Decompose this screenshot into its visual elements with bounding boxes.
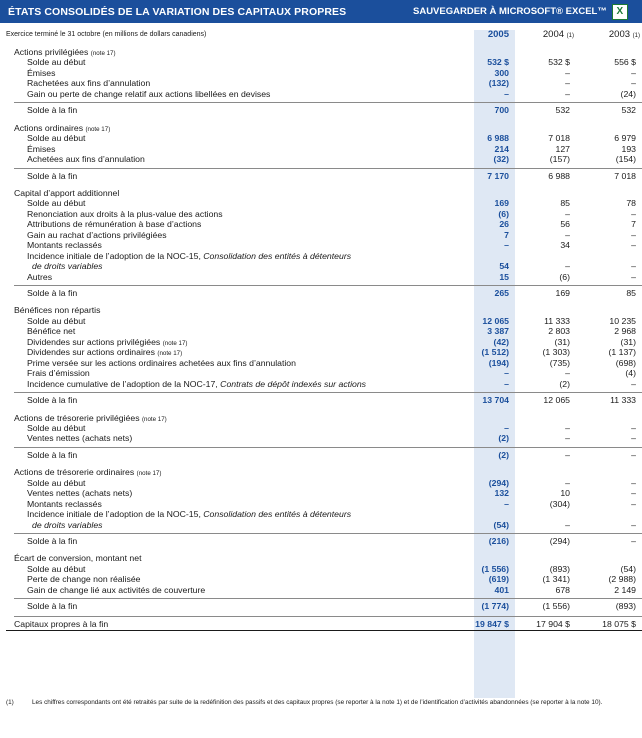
- value-2003: 6 979: [614, 133, 636, 144]
- subtotal-row: [0, 288, 642, 298]
- value-2004: 17 904 $: [536, 618, 570, 629]
- row-label-text: de droits variables: [32, 519, 103, 530]
- row-label-text: Gain de change lié aux activités de couverture: [27, 584, 206, 595]
- row-label-text: Renonciation aux droits à la plus-value des actions: [27, 208, 223, 219]
- table-row: [0, 154, 642, 164]
- value-2005: 401: [494, 584, 509, 595]
- table-row: [0, 499, 642, 509]
- row-label: [27, 154, 145, 164]
- value-2003: (698): [615, 357, 636, 368]
- row-label-text: Émises: [27, 67, 56, 78]
- row-label: [27, 358, 296, 368]
- row-label: [27, 198, 85, 208]
- value-2004: –: [565, 433, 570, 444]
- row-label-text: Dividendes sur actions ordinaires: [27, 347, 155, 358]
- footnote-marker: (1): [6, 699, 14, 706]
- value-2004: 11 333: [544, 315, 570, 326]
- value-2005: 6 988: [487, 133, 509, 144]
- row-label: [27, 423, 85, 433]
- section-heading-row: [0, 123, 642, 133]
- value-2003: 2 149: [614, 584, 636, 595]
- row-label-text: Actions de trésorerie privilégiées: [14, 412, 140, 423]
- separator-line: [14, 598, 642, 599]
- row-note-reference: (note 17): [85, 125, 111, 133]
- value-2004: –: [565, 422, 570, 433]
- row-label-text: Solde à la fin: [27, 536, 78, 546]
- row-label-text: Actions privilégiées: [14, 47, 89, 57]
- row-label-text: Dividendes sur actions privilégiées: [27, 336, 161, 347]
- row-label: [27, 133, 85, 143]
- value-2003: –: [631, 78, 636, 89]
- row-note-reference: (note 17): [136, 470, 162, 478]
- row-note-reference: (note 17): [141, 415, 167, 423]
- subtotal-row: [0, 450, 642, 460]
- row-label: [27, 585, 205, 595]
- value-2004: –: [565, 88, 570, 99]
- value-2003: –: [631, 422, 636, 433]
- row-label-italic: Consolidation des entités à détenteurs: [203, 250, 352, 261]
- row-label-text: Bénéfice net: [27, 326, 76, 337]
- value-2005: 19 847 $: [475, 618, 509, 629]
- row-label-text: Solde à la fin: [27, 449, 78, 460]
- value-2005: 7: [504, 229, 509, 240]
- value-2004: –: [565, 78, 570, 89]
- column-header-2003-year: 2003: [608, 29, 631, 40]
- value-2005: (42): [493, 336, 509, 347]
- row-label: [27, 488, 132, 498]
- value-2003: (1 137): [608, 347, 636, 358]
- row-label: [27, 395, 77, 405]
- column-header-2004-note: (1): [566, 33, 574, 39]
- value-2004: 127: [555, 143, 570, 154]
- table-row: [0, 509, 642, 519]
- value-2004: –: [565, 519, 570, 530]
- value-2003: –: [631, 449, 636, 460]
- row-label: [27, 105, 77, 115]
- row-label: [27, 57, 85, 67]
- row-label: [27, 219, 201, 229]
- row-label-text: Capital d’apport additionnel: [14, 187, 120, 198]
- value-2004: (294): [549, 536, 570, 546]
- value-2003: (2 988): [608, 574, 636, 585]
- value-2005: 300: [494, 67, 509, 78]
- row-label: [27, 368, 90, 378]
- row-label: [27, 78, 150, 88]
- table-row: [0, 379, 642, 389]
- row-label: [32, 261, 103, 271]
- row-label: [14, 553, 142, 563]
- row-label-text: Actions de trésorerie ordinaires: [14, 467, 135, 478]
- value-2005: 169: [494, 198, 509, 209]
- value-2003: –: [631, 488, 636, 499]
- table-row: [0, 488, 642, 498]
- excel-icon[interactable]: X: [612, 4, 628, 20]
- separator-line: [14, 285, 642, 286]
- value-2005: –: [504, 378, 509, 389]
- row-label-text: Bénéfices non répartis: [14, 305, 101, 316]
- value-2003: 193: [621, 143, 636, 154]
- subtotal-row: [0, 601, 642, 611]
- value-2004: –: [565, 208, 570, 219]
- row-label-text: Rachetées aux fins d’annulation: [27, 78, 151, 89]
- value-2005: 3 387: [487, 326, 509, 337]
- value-2005: (32): [493, 154, 509, 165]
- value-2004: 7 018: [548, 133, 570, 144]
- value-2004: (304): [549, 498, 570, 509]
- section-heading-row: [0, 413, 642, 423]
- table-row: [0, 89, 642, 99]
- table-row: [0, 261, 642, 271]
- row-label: [14, 305, 100, 315]
- value-2004: 34: [560, 240, 570, 251]
- value-2004: –: [565, 368, 570, 379]
- value-2003: 10 235: [609, 315, 636, 326]
- table-row: [0, 347, 642, 357]
- table-row: [0, 133, 642, 143]
- value-2003: –: [631, 67, 636, 78]
- column-header-2003: [609, 29, 640, 40]
- value-2005: 7 170: [487, 170, 509, 181]
- row-label-text: Prime versée sur les actions ordinaires achetées aux fins d’annulation: [27, 357, 296, 368]
- row-label-text: Autres: [27, 271, 53, 282]
- value-2004: –: [565, 477, 570, 488]
- row-label-text: Solde au début: [27, 477, 86, 488]
- table-row: [0, 520, 642, 530]
- table-row: [0, 368, 642, 378]
- section-heading-row: [0, 553, 642, 563]
- value-2003: (24): [620, 88, 636, 99]
- row-label: [27, 574, 141, 584]
- value-2005: (6): [498, 208, 509, 219]
- row-label: [27, 433, 132, 443]
- row-note-reference: (note 17): [162, 339, 188, 347]
- table-row: [0, 316, 642, 326]
- statement-title: ÉTATS CONSOLIDÉS DE LA VARIATION DES CAPITAUX PROPRES: [8, 6, 347, 18]
- value-2005: (619): [488, 574, 509, 585]
- value-2003: –: [631, 498, 636, 509]
- row-label-text: Achetées aux fins d’annulation: [27, 154, 145, 165]
- row-label-text: Montants reclassés: [27, 498, 102, 509]
- row-label: [27, 326, 75, 336]
- row-label-text: Solde à la fin: [27, 170, 78, 181]
- excel-download-link[interactable]: [413, 4, 628, 19]
- value-2003: –: [631, 261, 636, 272]
- footnote-text: Les chiffres correspondants ont été retraités par suite de la redéfinition des passifs et des capitaux propres (se reporter à la note 1) et de l’identification d’activités abandonnées (se reporter à la note 10).: [32, 699, 603, 706]
- row-label: [27, 478, 85, 488]
- row-note-reference: (note 17): [90, 50, 116, 57]
- row-label-text: Solde à la fin: [27, 395, 78, 406]
- footnote: [6, 698, 636, 707]
- section-heading-row: [0, 305, 642, 315]
- table-row: [0, 585, 642, 595]
- value-2004: –: [565, 229, 570, 240]
- row-label: [27, 230, 167, 240]
- row-label: [32, 520, 103, 530]
- value-2005: –: [504, 422, 509, 433]
- row-label-text: Incidence initiale de l’adoption de la NOC-15,: [27, 509, 204, 520]
- column-header-row: [0, 28, 642, 40]
- row-label-text: Ventes nettes (achats nets): [27, 488, 133, 499]
- value-2003: –: [631, 477, 636, 488]
- value-2005: (2): [498, 449, 509, 460]
- row-label-text: Solde à la fin: [27, 288, 78, 298]
- column-header-2004: [543, 29, 574, 40]
- value-2004: 678: [555, 584, 570, 595]
- row-label-text: Perte de change non réalisée: [27, 574, 141, 585]
- row-label: [27, 499, 102, 509]
- row-label: [27, 68, 55, 78]
- table-row: [0, 337, 642, 347]
- separator-line: [14, 168, 642, 169]
- row-label: [27, 171, 77, 181]
- value-2005: –: [504, 88, 509, 99]
- value-2004: (157): [549, 154, 570, 165]
- table-row: [0, 326, 642, 336]
- value-2004: –: [565, 67, 570, 78]
- row-label-text: Incidence initiale de l’adoption de la NOC-15,: [27, 250, 204, 261]
- row-label: [14, 619, 108, 629]
- value-2004: (6): [559, 271, 570, 282]
- value-2004: 85: [560, 198, 570, 209]
- value-2004: 12 065: [543, 395, 570, 406]
- value-2003: –: [631, 536, 636, 546]
- value-2005: 214: [494, 143, 509, 154]
- value-2004: 532: [555, 105, 570, 116]
- row-label: [27, 272, 52, 282]
- separator-line: [14, 616, 642, 617]
- table-row: [0, 423, 642, 433]
- table-row: [0, 198, 642, 208]
- bottom-rule: [6, 630, 642, 631]
- value-2004: (1 341): [542, 574, 570, 585]
- column-header-2003-note: (1): [632, 33, 640, 39]
- row-label: [27, 509, 351, 519]
- value-2004: 6 988: [548, 170, 570, 181]
- separator-line: [14, 102, 642, 103]
- row-label: [27, 89, 270, 99]
- table-row: [0, 57, 642, 67]
- value-2003: 2 968: [614, 326, 636, 337]
- table-row: [0, 209, 642, 219]
- value-2003: 78: [626, 198, 636, 209]
- value-2003: 18 075 $: [602, 618, 636, 629]
- row-label: [14, 188, 119, 198]
- row-label-text: Montants reclassés: [27, 240, 102, 251]
- value-2003: 7: [631, 219, 636, 230]
- section-heading-row: [0, 47, 642, 57]
- row-label: [27, 209, 223, 219]
- column-header-2005: 2005: [487, 29, 509, 40]
- row-label: [27, 564, 85, 574]
- table-row: [0, 240, 642, 250]
- value-2005: (1 512): [481, 347, 509, 358]
- value-2003: 7 018: [614, 170, 636, 181]
- table-row: [0, 144, 642, 154]
- grand-total-row: [0, 619, 642, 629]
- section-heading-row: [0, 188, 642, 198]
- value-2005: 26: [499, 219, 509, 230]
- statement-header-bar: [0, 0, 642, 23]
- value-2003: (154): [615, 154, 636, 165]
- value-2005: (1 774): [481, 601, 509, 612]
- row-label: [27, 144, 55, 154]
- value-2003: 11 333: [610, 395, 636, 406]
- table-row: [0, 574, 642, 584]
- row-label-text: Incidence cumulative de l’adoption de la NOC-17,: [27, 378, 221, 389]
- row-label: [27, 251, 351, 261]
- value-2005: (1 556): [481, 563, 509, 574]
- value-2005: –: [504, 498, 509, 509]
- value-2003: –: [631, 240, 636, 251]
- subtotal-row: [0, 536, 642, 546]
- value-2005: 13 704: [482, 395, 509, 406]
- value-2004: (735): [549, 357, 570, 368]
- row-label-text: Actions ordinaires: [14, 122, 84, 133]
- value-2003: –: [631, 271, 636, 282]
- column-header-2004-year: 2004: [542, 29, 565, 40]
- excel-download-label[interactable]: SAUVEGARDER À MICROSOFT® EXCEL™: [413, 6, 607, 17]
- row-label-italic: Contrats de dépôt indexés sur actions: [220, 378, 367, 389]
- table-row: [0, 68, 642, 78]
- row-label: [27, 536, 77, 546]
- row-label-text: Solde au début: [27, 198, 86, 209]
- row-label: [27, 601, 77, 611]
- subtotal-row: [0, 395, 642, 405]
- row-label: [27, 450, 77, 460]
- table-row: [0, 358, 642, 368]
- value-2005: (2): [498, 433, 509, 444]
- value-2003: –: [631, 208, 636, 219]
- row-label: [27, 316, 85, 326]
- table-row: [0, 272, 642, 282]
- section-heading-row: [0, 467, 642, 477]
- table-row: [0, 230, 642, 240]
- value-2005: –: [504, 240, 509, 251]
- value-2005: 15: [499, 271, 509, 282]
- row-label-text: Capitaux propres à la fin: [14, 618, 109, 629]
- value-2003: –: [631, 519, 636, 530]
- row-label-text: de droits variables: [32, 261, 103, 272]
- value-2005: 132: [494, 488, 509, 499]
- value-2004: (31): [554, 336, 570, 347]
- row-label-text: Solde au début: [27, 57, 86, 68]
- value-2005: (194): [488, 357, 509, 368]
- value-2003: –: [631, 229, 636, 240]
- value-2003: 556 $: [614, 57, 636, 68]
- value-2003: –: [631, 433, 636, 444]
- row-label-text: Gain ou perte de change relatif aux actions libellées en devises: [27, 88, 271, 99]
- value-2005: (294): [488, 477, 509, 488]
- value-2005: (216): [488, 536, 509, 546]
- value-2004: (1 556): [542, 601, 570, 612]
- value-2003: (31): [620, 336, 636, 347]
- row-label: [27, 240, 102, 250]
- row-label-text: Frais d’émission: [27, 368, 90, 379]
- row-label-text: Émises: [27, 143, 56, 154]
- separator-line: [14, 533, 642, 534]
- row-label-text: Gain au rachat d’actions privilégiées: [27, 229, 167, 240]
- value-2003: (54): [620, 563, 636, 574]
- row-label-text: Ventes nettes (achats nets): [27, 433, 133, 444]
- value-2005: (54): [493, 519, 509, 530]
- value-2004: –: [565, 449, 570, 460]
- separator-line: [14, 447, 642, 448]
- value-2004: 532 $: [548, 57, 570, 68]
- value-2004: 2 803: [548, 326, 570, 337]
- row-label-text: Solde à la fin: [27, 601, 78, 612]
- value-2003: 532: [621, 105, 636, 116]
- value-2004: (2): [559, 378, 570, 389]
- separator-line: [14, 392, 642, 393]
- row-label-text: Solde au début: [27, 133, 86, 144]
- value-2005: 700: [494, 105, 509, 116]
- row-label-text: Solde au début: [27, 315, 86, 326]
- table-row: [0, 251, 642, 261]
- value-2005: 54: [499, 261, 509, 272]
- value-2003: 85: [626, 288, 636, 298]
- value-2004: 169: [555, 288, 570, 298]
- table-row: [0, 219, 642, 229]
- value-2003: –: [631, 378, 636, 389]
- table-row: [0, 478, 642, 488]
- row-label-text: Attributions de rémunération à base d’actions: [27, 219, 202, 230]
- row-label-italic: Consolidation des entités à détenteurs: [203, 509, 352, 520]
- period-label: Exercice terminé le 31 octobre (en millions de dollars canadiens): [6, 31, 207, 38]
- table-row: [0, 78, 642, 88]
- value-2003: (4): [625, 368, 636, 379]
- value-2004: 10: [560, 488, 570, 499]
- subtotal-row: [0, 171, 642, 181]
- row-note-reference: (note 17): [157, 350, 183, 358]
- row-label-text: Solde à la fin: [27, 105, 78, 116]
- value-2004: 56: [560, 219, 570, 230]
- value-2005: (132): [488, 78, 509, 89]
- value-2005: 532 $: [487, 57, 509, 68]
- value-2005: –: [504, 368, 509, 379]
- table-row: [0, 564, 642, 574]
- row-label-text: Solde au début: [27, 563, 86, 574]
- value-2004: (1 303): [542, 347, 570, 358]
- subtotal-row: [0, 105, 642, 115]
- value-2004: (893): [549, 563, 570, 574]
- value-2005: 265: [494, 288, 509, 298]
- row-label: [27, 288, 77, 298]
- table-row: [0, 433, 642, 443]
- value-2004: –: [565, 261, 570, 272]
- value-2005: 12 065: [482, 315, 509, 326]
- row-label-text: Solde au début: [27, 422, 86, 433]
- row-label-text: Écart de conversion, montant net: [14, 553, 142, 564]
- value-2003: (893): [615, 601, 636, 612]
- row-label: [27, 379, 366, 389]
